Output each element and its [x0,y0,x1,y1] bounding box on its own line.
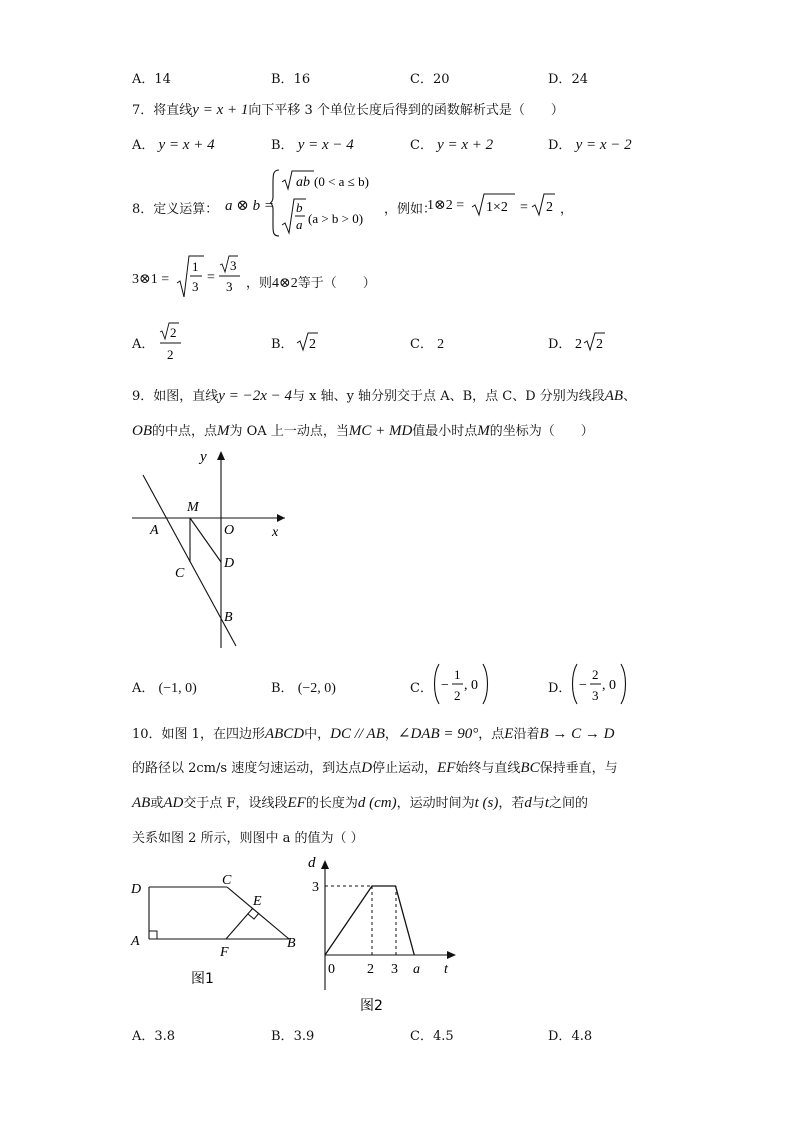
q7-option-a: A． y = x + 4 [132,137,215,153]
figure2-caption: 图2 [360,998,383,1014]
label-o: O [224,523,235,538]
svg-text:=: = [207,270,215,285]
q9-option-c-value [432,662,492,706]
label-m: M [187,500,199,515]
svg-text:3: 3 [192,279,199,294]
figure1-caption: 图1 [191,971,214,987]
svg-text:2: 2 [546,200,553,215]
q9-option-c: C． [410,681,433,696]
label-y: y [200,449,207,465]
label-a: A [131,934,140,949]
right-angle-a [149,931,157,939]
svg-text:2: 2 [167,347,174,362]
label-c: C [175,566,185,581]
svg-text:−: − [579,678,587,693]
svg-text:, 0: , 0 [602,678,616,693]
q8-piecewise [270,167,380,239]
label-x: x [272,525,279,540]
q10-option-d: D．4.8 [548,1029,593,1044]
q9-option-b: B． (−2, 0) [271,681,336,696]
label-a: A [150,523,159,538]
graph-line [325,886,414,955]
q10-option-c: C．4.5 [410,1029,454,1044]
q9-option-d: D． [548,681,572,696]
label-e: E [253,894,262,909]
svg-text:2: 2 [309,337,316,352]
tick-2: 2 [367,962,374,977]
q8-option-a: A． [132,337,155,352]
q7-option-c: C． y = x + 2 [410,137,494,153]
q8-case1-condition: (0 < a ≤ b) [314,174,369,189]
svg-text:2: 2 [170,325,177,340]
q8-option-b-value [296,330,320,354]
label-c: C [222,873,232,888]
q8-option-b: B． [271,337,294,352]
svg-text:1: 1 [454,667,461,682]
q10-figure2 [300,850,465,1020]
svg-text:−: − [441,678,449,693]
tick-a: a [413,962,420,977]
label-d: D [224,556,235,571]
q10-option-b: B．3.9 [271,1029,315,1044]
q7-option-b: B． y = x − 4 [271,137,354,153]
svg-text:2: 2 [592,667,599,682]
q8-option-a-value [158,320,184,364]
q7-stem: 7．将直线y = x + 1向下平移 3 个单位长度后得到的函数解析式是（ ） [132,102,564,118]
q8-example2-fractions [176,253,246,301]
svg-text:3: 3 [230,258,237,273]
svg-text:2: 2 [596,337,603,352]
q6-option-c: C．20 [410,72,450,87]
segment-md [190,518,221,562]
svg-text:1×2: 1×2 [486,200,508,215]
svg-text:3: 3 [226,279,233,294]
q8-case2-numerator: b [296,200,303,215]
q6-option-d: D．24 [548,72,588,87]
y-axis-arrow [217,451,225,460]
q6-option-b: B．16 [271,72,311,87]
svg-text:2: 2 [575,337,582,352]
q10-figure1 [125,865,310,990]
svg-text:=: = [520,200,528,215]
svg-text:, 0: , 0 [464,678,478,693]
q8-case2-denominator: a [296,217,303,232]
q8-example1-roots [471,191,561,219]
label-t-axis: t [444,962,448,977]
q10-option-a: A．3.8 [132,1029,176,1044]
d-axis-arrow [321,860,329,869]
segment-fe [226,908,253,939]
tick-3-x: 3 [391,962,398,977]
q8-case2-condition: (a > b > 0) [308,211,364,226]
right-angle-e [248,913,259,919]
q8-option-d-value [574,330,610,354]
q9-option-d-value [570,662,630,706]
svg-text:1: 1 [192,259,199,274]
tick-0: 0 [328,962,335,977]
svg-text:3: 3 [592,688,599,703]
label-b: B [224,610,233,625]
tick-3-y: 3 [312,880,319,895]
t-axis-arrow [447,951,456,959]
q9-option-a: A． (−1, 0) [132,681,197,696]
q6-option-a: A．14 [132,72,171,87]
x-axis-arrow [277,514,285,522]
q8-option-d: D． [548,337,572,352]
q9-figure [125,445,305,655]
label-b: B [287,936,296,951]
q7-option-d: D． y = x − 2 [548,137,632,153]
q8-case1-radicand: ab [296,175,310,190]
label-f: F [220,945,229,960]
label-d: D [131,882,142,897]
q8-option-c: C． 2 [410,337,445,352]
label-d-axis: d [308,855,316,871]
svg-text:2: 2 [454,688,461,703]
